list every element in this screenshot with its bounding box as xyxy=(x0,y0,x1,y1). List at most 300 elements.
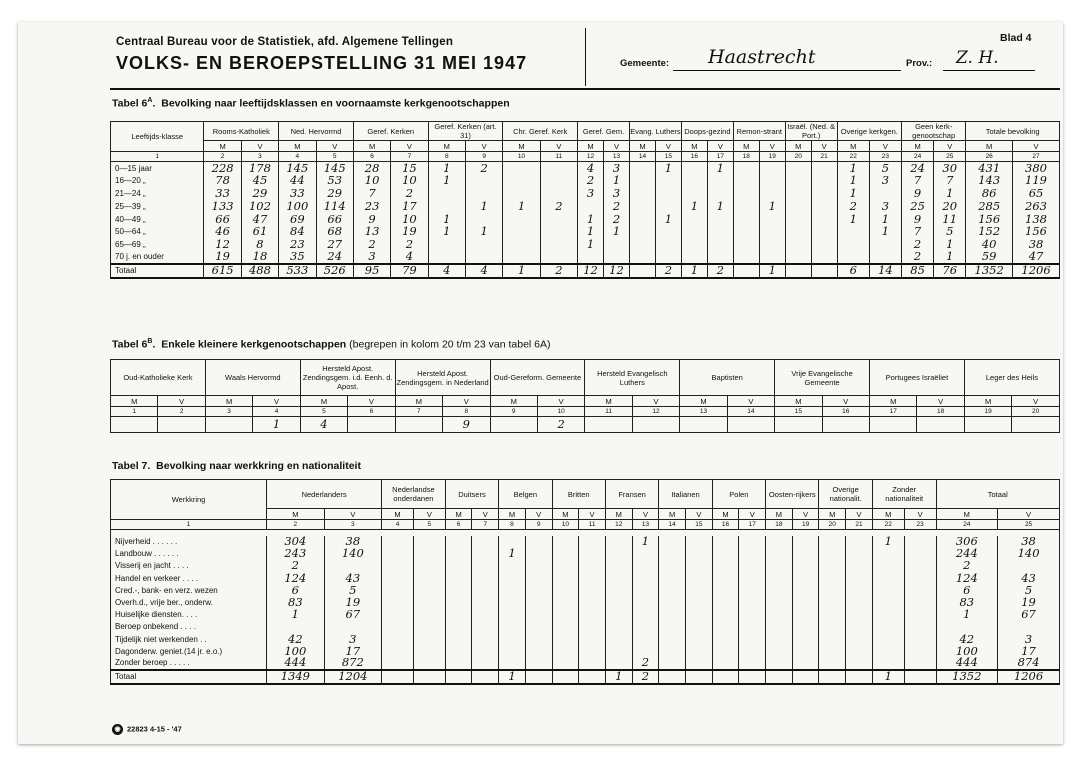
data-cell: 47 xyxy=(1013,251,1060,264)
column-number: 21 xyxy=(811,152,837,162)
male-header: M xyxy=(578,141,604,152)
data-cell xyxy=(819,536,846,548)
total-cell: 533 xyxy=(279,264,316,278)
data-cell xyxy=(681,251,707,264)
data-cell xyxy=(785,225,811,238)
male-header: M xyxy=(785,141,811,152)
data-cell xyxy=(792,536,819,548)
data-cell: 7 xyxy=(901,174,933,187)
data-cell xyxy=(324,560,382,572)
column-number: 3 xyxy=(205,407,252,417)
male-header: M xyxy=(966,141,1013,152)
male-header: M xyxy=(353,141,390,152)
nationality-header: Overige nationalit. xyxy=(819,480,872,509)
data-cell xyxy=(632,417,679,433)
female-header: V xyxy=(241,141,278,152)
data-cell xyxy=(632,645,659,657)
data-cell xyxy=(685,633,712,645)
data-cell xyxy=(552,621,579,633)
gemeente-label: Gemeente: xyxy=(620,58,670,69)
data-cell xyxy=(685,645,712,657)
column-number: 13 xyxy=(680,407,727,417)
data-cell: 10 xyxy=(353,174,390,187)
data-cell xyxy=(872,645,904,657)
tabel-6b-suffix: B xyxy=(147,338,153,345)
table-row xyxy=(111,213,1060,226)
total-cell: 1206 xyxy=(998,670,1060,684)
data-cell: 2 xyxy=(604,200,630,213)
data-cell xyxy=(739,548,766,560)
table-row xyxy=(111,560,1060,572)
data-cell: 4 xyxy=(391,251,428,264)
male-header: M xyxy=(936,509,998,520)
gemeente-value: Haastrecht xyxy=(708,46,816,68)
data-cell xyxy=(445,657,472,669)
data-cell xyxy=(792,572,819,584)
data-cell: 1 xyxy=(428,225,465,238)
female-header: V xyxy=(792,509,819,520)
data-cell xyxy=(785,213,811,226)
data-cell xyxy=(428,251,465,264)
total-cell xyxy=(904,670,936,684)
data-cell xyxy=(629,225,655,238)
total-cell: 1 xyxy=(499,670,526,684)
data-cell: 66 xyxy=(204,213,241,226)
column-number: 8 xyxy=(499,520,526,530)
data-cell xyxy=(872,596,904,608)
data-cell xyxy=(465,174,502,187)
data-cell xyxy=(659,633,686,645)
data-cell: 1 xyxy=(499,548,526,560)
column-number: 10 xyxy=(537,407,584,417)
data-cell xyxy=(846,657,873,669)
female-header: V xyxy=(904,509,936,520)
data-cell: 27 xyxy=(316,238,353,251)
data-cell: 3 xyxy=(324,633,382,645)
total-cell: 95 xyxy=(353,264,390,278)
nationality-header: Nederlandse onderdanen xyxy=(382,480,446,509)
data-cell xyxy=(759,225,785,238)
column-number: 10 xyxy=(552,520,579,530)
column-number: 20 xyxy=(785,152,811,162)
tabel-6b-subtitle: Enkele kleinere kerkgenootschappen xyxy=(161,338,347,351)
religion-group-header: Doops-gezind xyxy=(681,122,733,141)
column-number: 12 xyxy=(632,407,679,417)
table-row xyxy=(111,251,1060,264)
column-number: 1 xyxy=(111,152,204,162)
total-cell: 4 xyxy=(465,264,502,278)
data-cell xyxy=(811,225,837,238)
data-cell xyxy=(681,174,707,187)
data-cell xyxy=(382,548,414,560)
data-cell xyxy=(605,621,632,633)
data-cell xyxy=(413,645,445,657)
male-header: M xyxy=(659,509,686,520)
data-cell xyxy=(739,536,766,548)
tabel-7-label: Tabel 7. xyxy=(112,460,151,472)
column-number: 2 xyxy=(267,520,325,530)
data-cell xyxy=(525,657,552,669)
data-cell: 874 xyxy=(998,657,1060,669)
data-cell xyxy=(499,584,526,596)
female-header: V xyxy=(998,509,1060,520)
data-cell xyxy=(579,633,606,645)
data-cell: 3 xyxy=(578,187,604,200)
data-cell xyxy=(445,645,472,657)
province-line xyxy=(943,70,1035,71)
data-cell xyxy=(629,200,655,213)
male-header: M xyxy=(552,509,579,520)
data-cell xyxy=(811,251,837,264)
werkkring-label: Handel en verkeer . . . . xyxy=(111,572,267,584)
data-cell xyxy=(605,572,632,584)
total-cell xyxy=(733,264,759,278)
column-number: 6 xyxy=(353,152,390,162)
data-cell xyxy=(540,174,577,187)
data-cell xyxy=(819,584,846,596)
data-cell: 285 xyxy=(966,200,1013,213)
male-header: M xyxy=(300,396,347,407)
data-cell: 228 xyxy=(204,162,241,175)
data-cell xyxy=(681,187,707,200)
tabel-7 xyxy=(110,479,1060,685)
nationality-header: Italianen xyxy=(659,480,712,509)
column-number: 2 xyxy=(204,152,241,162)
data-cell xyxy=(472,633,499,645)
table-row xyxy=(111,548,1060,560)
female-header: V xyxy=(443,396,490,407)
data-cell: 1 xyxy=(428,174,465,187)
data-cell: 1 xyxy=(655,162,681,175)
nationality-header: Zonder nationaliteit xyxy=(872,480,936,509)
age-class-label: 65—69 „ xyxy=(111,238,204,251)
data-cell xyxy=(503,251,540,264)
column-number: 4 xyxy=(253,407,300,417)
data-cell xyxy=(846,584,873,596)
denomination-header: Portugees Israëliet xyxy=(870,360,965,396)
data-cell: 1 xyxy=(578,225,604,238)
data-cell xyxy=(552,572,579,584)
werkkring-label: Zonder beroep . . . . . xyxy=(111,657,267,669)
total-label: Totaal xyxy=(111,670,267,684)
print-code-text: 22823 4-15 - '47 xyxy=(127,724,182,734)
total-cell: 2 xyxy=(655,264,681,278)
data-cell: 1 xyxy=(465,200,502,213)
data-cell: 19 xyxy=(391,225,428,238)
data-cell xyxy=(552,584,579,596)
data-cell xyxy=(727,417,774,433)
data-cell xyxy=(525,572,552,584)
data-cell xyxy=(733,174,759,187)
data-cell xyxy=(759,213,785,226)
data-cell: 23 xyxy=(353,200,390,213)
total-cell xyxy=(552,670,579,684)
data-cell xyxy=(525,548,552,560)
female-header: V xyxy=(655,141,681,152)
data-cell: 1 xyxy=(578,213,604,226)
table-row xyxy=(111,596,1060,608)
data-cell xyxy=(655,200,681,213)
data-cell xyxy=(733,162,759,175)
female-header: V xyxy=(1013,141,1060,152)
data-cell: 1 xyxy=(253,417,300,433)
data-cell xyxy=(472,609,499,621)
data-cell xyxy=(605,657,632,669)
male-header: M xyxy=(964,396,1011,407)
data-cell xyxy=(605,560,632,572)
data-cell: 2 xyxy=(465,162,502,175)
nationality-header: Nederlanders xyxy=(267,480,382,509)
column-number: 16 xyxy=(712,520,739,530)
data-cell xyxy=(604,238,630,251)
data-cell xyxy=(1012,417,1060,433)
total-cell: 1 xyxy=(759,264,785,278)
data-cell xyxy=(655,174,681,187)
data-cell: 145 xyxy=(316,162,353,175)
denomination-header: Oud-Gereform. Gemeente xyxy=(490,360,585,396)
data-cell: 5 xyxy=(998,584,1060,596)
data-cell: 2 xyxy=(391,238,428,251)
data-cell: 25 xyxy=(901,200,933,213)
total-cell: 4 xyxy=(428,264,465,278)
data-cell: 156 xyxy=(1013,225,1060,238)
data-cell xyxy=(579,548,606,560)
data-cell xyxy=(472,621,499,633)
data-cell xyxy=(685,657,712,669)
data-cell xyxy=(655,187,681,200)
denomination-header: Hersteld Evangelisch Luthers xyxy=(585,360,680,396)
data-cell xyxy=(632,548,659,560)
data-cell xyxy=(382,645,414,657)
data-cell: 2 xyxy=(537,417,584,433)
denomination-header: Baptisten xyxy=(680,360,775,396)
data-cell xyxy=(792,645,819,657)
data-cell xyxy=(579,596,606,608)
data-cell: 306 xyxy=(936,536,998,548)
data-cell xyxy=(632,633,659,645)
data-cell: 28 xyxy=(353,162,390,175)
data-cell xyxy=(632,621,659,633)
data-cell xyxy=(792,657,819,669)
data-cell xyxy=(792,621,819,633)
data-cell xyxy=(382,633,414,645)
data-cell xyxy=(395,417,442,433)
data-cell xyxy=(629,162,655,175)
female-header: V xyxy=(759,141,785,152)
data-cell: 140 xyxy=(324,548,382,560)
data-cell xyxy=(445,560,472,572)
data-cell: 13 xyxy=(353,225,390,238)
male-header: M xyxy=(395,396,442,407)
data-cell xyxy=(837,238,869,251)
male-header: M xyxy=(428,141,465,152)
data-cell xyxy=(846,560,873,572)
data-cell xyxy=(785,187,811,200)
data-cell: 3 xyxy=(869,174,901,187)
data-cell xyxy=(552,536,579,548)
data-cell xyxy=(499,645,526,657)
total-cell: 79 xyxy=(391,264,428,278)
column-number: 11 xyxy=(540,152,577,162)
data-cell xyxy=(499,633,526,645)
female-header: V xyxy=(465,141,502,152)
data-cell xyxy=(739,596,766,608)
werkkring-label: Visserij en jacht . . . . xyxy=(111,560,267,572)
total-cell xyxy=(766,670,793,684)
data-cell xyxy=(267,621,325,633)
data-cell xyxy=(872,548,904,560)
data-cell xyxy=(540,238,577,251)
data-cell xyxy=(837,251,869,264)
data-cell xyxy=(712,548,739,560)
data-cell xyxy=(552,657,579,669)
column-number: 17 xyxy=(870,407,917,417)
data-cell: 40 xyxy=(966,238,1013,251)
data-cell xyxy=(525,633,552,645)
data-cell xyxy=(472,572,499,584)
female-header: V xyxy=(472,509,499,520)
data-cell: 7 xyxy=(901,225,933,238)
data-cell: 1 xyxy=(428,213,465,226)
data-cell xyxy=(766,548,793,560)
data-cell xyxy=(579,645,606,657)
data-cell xyxy=(111,417,158,433)
data-cell xyxy=(525,645,552,657)
data-cell xyxy=(837,225,869,238)
data-cell xyxy=(445,548,472,560)
data-cell xyxy=(759,187,785,200)
data-cell xyxy=(785,162,811,175)
data-cell xyxy=(465,238,502,251)
data-cell xyxy=(629,213,655,226)
data-cell: 53 xyxy=(316,174,353,187)
female-header: V xyxy=(604,141,630,152)
denomination-header: Oud-Katholieke Kerk xyxy=(111,360,206,396)
data-cell xyxy=(685,572,712,584)
data-cell xyxy=(811,213,837,226)
tabel-6a-title: Tabel $6^A$. Bevolking naar leeftijdsklassen en voornaamste kerkgenootschappen xyxy=(112,97,510,110)
female-header: V xyxy=(391,141,428,152)
data-cell xyxy=(685,609,712,621)
male-header: M xyxy=(490,396,537,407)
column-number: 18 xyxy=(733,152,759,162)
male-header: M xyxy=(680,396,727,407)
column-number: 1 xyxy=(111,520,267,530)
data-cell xyxy=(759,238,785,251)
data-cell xyxy=(579,560,606,572)
data-cell: 380 xyxy=(1013,162,1060,175)
column-number: 19 xyxy=(759,152,785,162)
column-number: 6 xyxy=(348,407,395,417)
data-cell xyxy=(629,187,655,200)
data-cell: 4 xyxy=(578,162,604,175)
nationality-header: Polen xyxy=(712,480,765,509)
male-header: M xyxy=(629,141,655,152)
column-number: 7 xyxy=(391,152,428,162)
data-cell xyxy=(499,657,526,669)
total-cell: 2 xyxy=(632,670,659,684)
data-cell xyxy=(733,251,759,264)
data-cell: 12 xyxy=(204,238,241,251)
data-cell xyxy=(413,633,445,645)
data-cell xyxy=(681,238,707,251)
total-cell: 488 xyxy=(241,264,278,278)
data-cell xyxy=(739,560,766,572)
data-cell xyxy=(766,609,793,621)
data-cell xyxy=(869,238,901,251)
data-cell: 5 xyxy=(934,225,966,238)
data-cell xyxy=(552,633,579,645)
male-header: M xyxy=(901,141,933,152)
data-cell xyxy=(846,572,873,584)
data-cell xyxy=(712,572,739,584)
male-header: M xyxy=(837,141,869,152)
data-cell: 2 xyxy=(578,174,604,187)
data-cell: 9 xyxy=(353,213,390,226)
data-cell: 24 xyxy=(316,251,353,264)
column-number: 17 xyxy=(739,520,766,530)
data-cell xyxy=(759,162,785,175)
denomination-header: Hersteld Apost. Zendingsgem. in Nederland xyxy=(395,360,490,396)
column-number: 6 xyxy=(445,520,472,530)
data-cell xyxy=(904,609,936,621)
data-cell xyxy=(846,645,873,657)
column-number: 5 xyxy=(316,152,353,162)
data-cell xyxy=(585,417,632,433)
column-number: 7 xyxy=(395,407,442,417)
data-cell xyxy=(472,584,499,596)
data-cell xyxy=(382,621,414,633)
data-cell xyxy=(733,213,759,226)
header-rule xyxy=(110,88,1060,90)
data-cell xyxy=(382,536,414,548)
religion-group-header: Geref. Gem. xyxy=(578,122,630,141)
data-cell xyxy=(472,657,499,669)
column-number: 25 xyxy=(934,152,966,162)
data-cell: 2 xyxy=(540,200,577,213)
data-cell xyxy=(413,572,445,584)
female-header: V xyxy=(934,141,966,152)
data-cell: 1 xyxy=(604,225,630,238)
data-cell: 1 xyxy=(632,536,659,548)
data-cell xyxy=(733,238,759,251)
werkkring-label: Beroep onbekend . . . . xyxy=(111,621,267,633)
column-number: 18 xyxy=(766,520,793,530)
tabel-6a-label: Tabel 6 xyxy=(112,97,148,110)
total-cell xyxy=(629,264,655,278)
table-row xyxy=(111,238,1060,251)
data-cell: 133 xyxy=(204,200,241,213)
column-number: 16 xyxy=(822,407,869,417)
data-cell xyxy=(822,417,869,433)
column-number: 4 xyxy=(279,152,316,162)
data-cell: 143 xyxy=(966,174,1013,187)
data-cell xyxy=(382,572,414,584)
column-number: 19 xyxy=(792,520,819,530)
data-cell: 65 xyxy=(1013,187,1060,200)
male-header: M xyxy=(279,141,316,152)
data-cell xyxy=(707,225,733,238)
data-cell xyxy=(445,536,472,548)
total-cell xyxy=(382,670,414,684)
religion-group-header: Remon-strant xyxy=(733,122,785,141)
data-cell xyxy=(936,621,998,633)
data-cell xyxy=(632,596,659,608)
total-cell xyxy=(525,670,552,684)
data-cell xyxy=(872,621,904,633)
column-number: 23 xyxy=(904,520,936,530)
data-cell xyxy=(904,572,936,584)
